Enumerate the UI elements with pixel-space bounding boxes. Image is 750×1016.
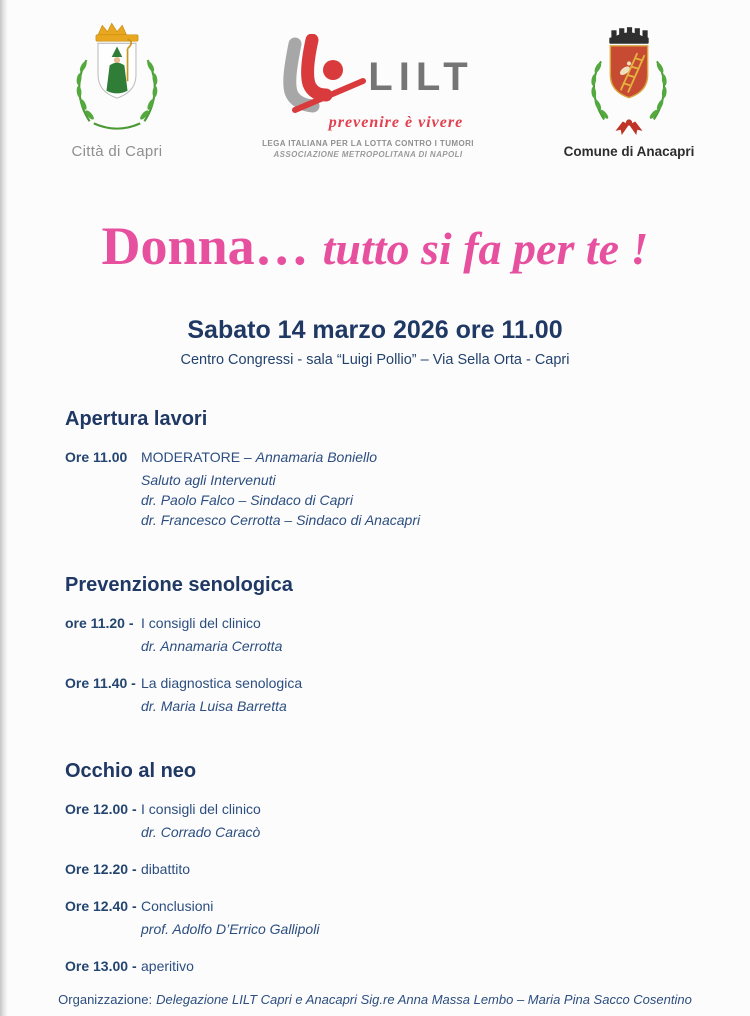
detail-line: dr. Paolo Falco – Sindaco di Capri [141,492,353,508]
program-item [65,614,690,656]
item-desc: I consigli del clinico [141,801,261,817]
item-details [141,636,690,656]
event-venue: Centro Congressi - sala “Luigi Pollio” – Via Sella Orta - Capri [180,352,570,368]
program-item [65,897,690,939]
section-heading: Prevenzione senologica [65,574,293,596]
detail-line: dr. Maria Luisa Barretta [141,698,287,714]
scan-edge [0,0,8,1016]
item-desc: La diagnostica senologica [141,675,303,691]
program-item [65,957,690,976]
program-item [65,800,690,842]
item-time: Ore 12.00 - [65,801,137,817]
capri-logo [52,18,182,160]
lilt-tagline: prevenire è vivere [328,114,464,131]
event-date: Sabato 14 marzo 2026 ore 11.00 [187,316,563,344]
item-time: Ore 12.40 - [65,898,137,914]
item-time: Ore 11.00 [65,449,128,465]
program [65,408,690,976]
item-speaker: Annamaria Boniello [255,449,378,465]
capri-crest-icon [65,18,169,136]
anacapri-crest-icon [579,22,679,136]
title-ellipsis: … [254,216,311,276]
section-prevenzione-senologica [65,574,690,716]
item-desc: dibattito [141,861,191,877]
section-apertura-lavori [65,408,690,530]
program-item [65,448,690,530]
item-time: ore 11.20 - [65,615,134,631]
section-heading: Apertura lavori [65,408,208,430]
lilt-wordmark: LILT [368,54,474,99]
section-occhio-al-neo [65,760,690,976]
detail-line: dr. Annamaria Cerrotta [141,638,283,654]
anacapri-logo [554,18,704,159]
detail-line: prof. Adolfo D’Errico Gallipoli [141,921,320,937]
header [0,0,750,168]
item-desc: Conclusioni [141,898,214,914]
item-time: Ore 11.40 - [65,675,136,691]
item-desc: I consigli del clinico [141,615,261,631]
lilt-mark-icon [262,34,366,120]
title-tagline: tutto si fa per te ! [322,223,649,274]
detail-line: dr. Corrado Caracò [141,824,261,840]
organizer-line [0,992,750,1007]
event-title [0,214,750,292]
organizer-label: Organizzazione: [58,992,153,1007]
item-details [141,470,690,530]
item-desc: aperitivo [141,958,194,974]
title-word: Donna [101,216,255,276]
item-details [141,822,690,842]
organizer-text: Delegazione LILT Capri e Anacapri Sig.re Anna Massa Lembo – Maria Pina Sacco Cosentino [156,992,692,1007]
item-desc: MODERATORE – Annamaria Boniello [141,449,378,465]
detail-line: dr. Francesco Cerrotta – Sindaco di Anacapri [141,512,421,528]
lilt-org-line1: LEGA ITALIANA PER LA LOTTA CONTRO I TUMORI [262,139,474,148]
item-time: Ore 13.00 - [65,958,137,974]
item-details [141,696,690,716]
anacapri-caption: Comune di Anacapri [563,144,695,159]
section-heading: Occhio al neo [65,760,197,782]
program-item [65,674,690,716]
program-item [65,860,690,879]
capri-caption: Città di Capri [71,143,163,160]
item-time: Ore 12.20 - [65,861,137,877]
item-details [141,919,690,939]
lilt-logo [238,18,498,160]
lilt-org-line2: ASSOCIAZIONE METROPOLITANA DI NAPOLI [273,150,463,159]
detail-line: Saluto agli Intervenuti [141,472,276,488]
